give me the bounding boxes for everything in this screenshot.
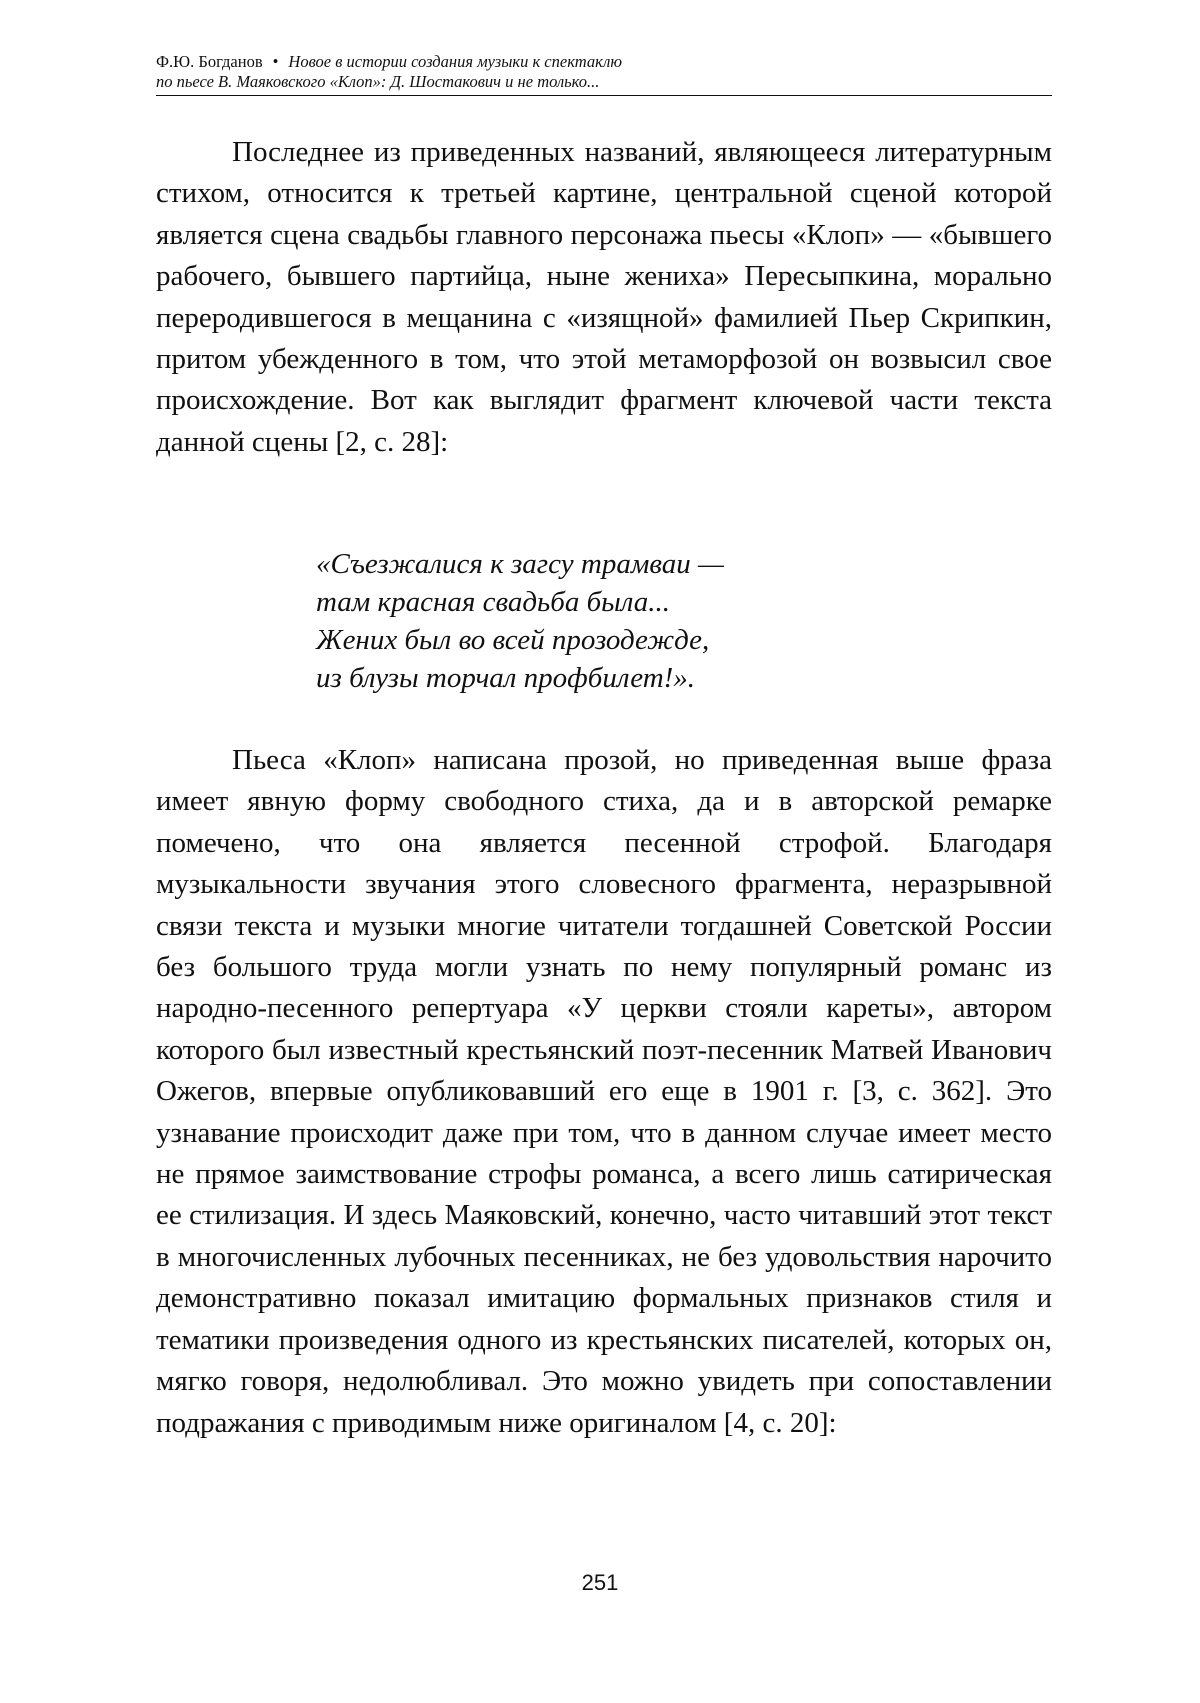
poem-line-3: Жених был во всей прозодежде, [316,621,724,659]
body-paragraph-1: Последнее из приведенных названий, являющееся лите­ратурным стихом, относится к третьей картине, центральной сценой которой является сцена свадьбы главного персонажа пьесы «Клоп» — «бывшего рабочего, бывшего партийца, ныне жениха» Пересыпкина, морально переродившегося в мещанина с «изящной» фамилией Пьер Скрипкин, притом убежденного в том, что этой метаморфозой он возвысил свое происхождение. Вот как выглядит фрагмент ключевой части текста данной сце­ны [2, с. 28]: [156,132,1052,463]
body-paragraph-2-container [156,740,1052,1444]
poem-line-4: из блузы торчал профбилет!». [316,659,724,697]
page-number: 251 [0,1570,1200,1596]
header-bullet: • [273,52,279,71]
header-title-line-1: Новое в истории создания музыки к спектаклю [288,52,622,71]
poem-quote [316,545,724,697]
header-line-1 [156,52,1052,72]
poem-line-1: «Съезжалися к загсу трамваи — [316,545,724,583]
body-paragraph-1-container [156,132,1052,463]
body-paragraph-2: Пьеса «Клоп» написана прозой, но приведенная выше фраза имеет явную форму свободного стиха, да и в авторской ремарке помечено, что она является песенной строфой. Благо­даря музыкальности звучания этого словесного фрагмента, не­разрывной связи текста и музыки многие читатели тогдашней Советской России без большого труда могли узнать по нему по­пулярный романс из народно-песенного репертуара «У церкви стояли кареты», автором которого был известный крестьянский поэт-песенник Матвей Иванович Ожегов, впервые опубликовав­ший его еще в 1901 г. [3, с. 362]. Это узнавание происходит даже при том, что в данном случае имеет место не прямое заимство­вание строфы романса, а всего лишь сатирическая ее стилиза­ция. И здесь Маяковский, конечно, часто читавший этот текст в многочисленных лубочных песенниках, не без удовольствия нарочито демонстративно показал имитацию формальных при­знаков стиля и тематики произведения одного из крестьянских писателей, которых он, мягко говоря, недолюбливал. Это мож­но увидеть при сопоставлении подражания с приводимым ниже оригиналом [4, с. 20]: [156,740,1052,1444]
header-author: Ф.Ю. Богданов [156,52,263,71]
header-line-2 [156,72,1052,92]
header-title-line-2: по пьесе В. Маяковского «Клоп»: Д. Шостакович и не только... [156,72,599,91]
running-header [156,52,1052,96]
poem-line-2: там красная свадьба была... [316,583,724,621]
